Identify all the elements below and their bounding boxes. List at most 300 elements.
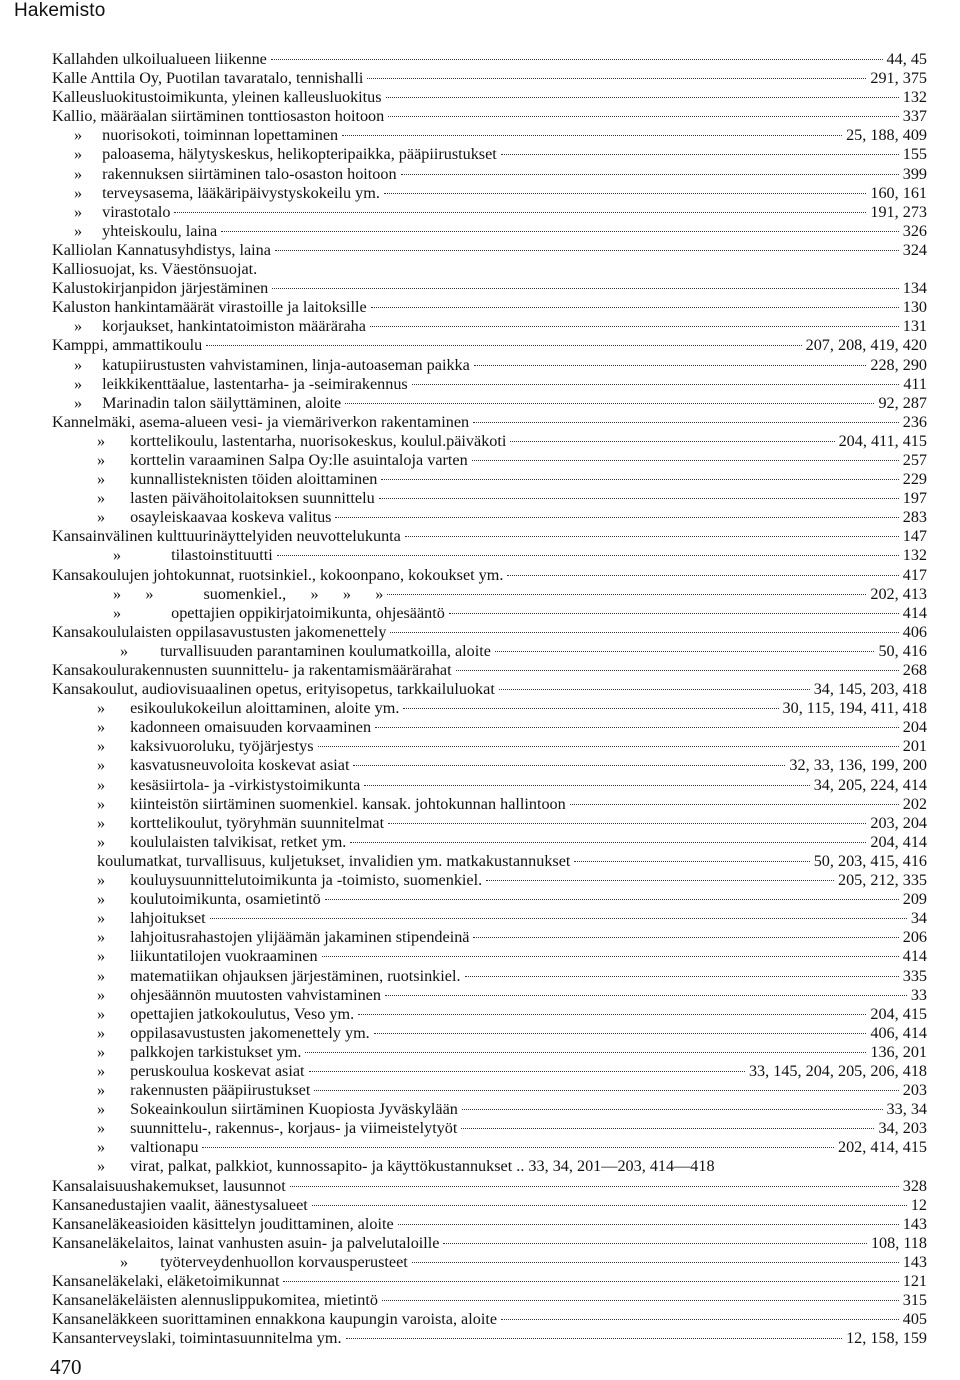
ditto-mark: »: [97, 1119, 106, 1138]
index-entry: [52, 260, 927, 279]
page-references: 34, 205, 224, 414: [813, 775, 927, 794]
dot-leader: [312, 1205, 907, 1206]
index-entry: [52, 356, 927, 375]
index-entry: [52, 585, 927, 604]
page-references: 228, 290: [870, 355, 927, 374]
entry-text: koulumatkat, turvallisuus, kuljetukset, invalidien ym. matkakustannukset: [97, 851, 571, 870]
index-entry: [52, 165, 927, 184]
index-entry: [52, 1234, 927, 1253]
entry-text: koulutoimikunta, osamietintö: [130, 890, 321, 909]
entry-text: ohjesäännön muutosten vahvistaminen: [130, 985, 381, 1004]
entry-text: opettajien jatkokoulutus, Veso ym.: [130, 1004, 355, 1023]
dot-leader: [275, 250, 899, 251]
index-entry: [52, 1119, 927, 1138]
dot-leader: [206, 345, 801, 346]
index-entry: [52, 336, 927, 355]
ditto-mark: »: [97, 450, 106, 469]
ditto-mark: »: [97, 947, 106, 966]
dot-leader: [370, 326, 899, 327]
page-references: 268: [902, 661, 927, 679]
index-entry: [52, 470, 927, 489]
page-references: 328: [902, 1176, 927, 1195]
page-references: 44, 45: [886, 50, 927, 68]
page-references: 204, 411, 415: [838, 431, 927, 450]
entry-text: Kansalaisuushakemukset, lausunnot: [52, 1176, 286, 1195]
index-entry: [52, 1138, 927, 1157]
index-entry: [52, 967, 927, 986]
ditto-mark: »: [74, 221, 83, 240]
entry-text: paloasema, hälytyskeskus, helikopteripaikka, pääpiirustukset: [102, 145, 497, 164]
page-references: 236: [902, 412, 927, 431]
page-references: 30, 115, 194, 411, 418: [782, 699, 927, 718]
ditto-mark: »: [97, 431, 106, 450]
page-references: 202, 413: [870, 584, 927, 603]
page-references: 201: [902, 737, 927, 756]
dot-leader: [443, 1243, 866, 1244]
dot-leader: [322, 956, 899, 957]
ditto-mark: »: [97, 508, 106, 527]
entry-text: virat, palkat, palkkiot, kunnossapito- ja käyttökustannukset .. 33, 34, 201—203, 414—418: [130, 1157, 715, 1176]
ditto-mark: »: [97, 832, 106, 851]
index-entry: [52, 375, 927, 394]
ditto-mark: »: [74, 393, 83, 412]
entry-text: Kansanedustajien vaalit, äänestysalueet: [52, 1195, 308, 1214]
page-references: 33, 145, 204, 205, 206, 418: [748, 1061, 927, 1080]
index-entry: [52, 126, 927, 145]
page-references: 191, 273: [870, 202, 927, 221]
ditto-mark: »: [120, 1252, 129, 1271]
page-references: 12: [910, 1195, 927, 1214]
dot-leader: [472, 460, 899, 461]
page-references: 132: [902, 88, 927, 107]
entry-text: Kallahden ulkoilualueen liikenne: [52, 50, 267, 68]
entry-text: työterveydenhuollon korvausperusteet: [160, 1252, 408, 1271]
entry-text: Kaluston hankintamäärät virastoille ja laitoksille: [52, 298, 367, 317]
ditto-mark: »: [97, 1157, 106, 1176]
entry-text: koululaisten talvikisat, retket ym.: [130, 832, 347, 851]
dot-leader: [456, 670, 899, 671]
index-entry: [52, 890, 927, 909]
page-references: 411: [903, 374, 927, 393]
index-entry: [52, 1005, 927, 1024]
dot-leader: [382, 1300, 899, 1301]
entry-text: palkkojen tarkistukset ym.: [130, 1042, 302, 1061]
page-references: 337: [902, 107, 927, 126]
dot-leader: [412, 384, 900, 385]
dot-leader: [271, 59, 883, 60]
ditto-mark: »: [97, 966, 106, 985]
page-references: 131: [902, 317, 927, 336]
dot-leader: [335, 517, 898, 518]
index-entry: [52, 795, 927, 814]
running-head: Hakemisto: [14, 0, 106, 21]
page-references: 147: [902, 527, 927, 546]
index-entry: [52, 203, 927, 222]
index-entry: [52, 432, 927, 451]
entry-text: Kalliolan Kannatusyhdistys, laina: [52, 240, 271, 259]
index-entry: [52, 928, 927, 947]
ditto-mark: »: [113, 603, 122, 622]
dot-leader: [202, 1147, 834, 1148]
entry-text: kiinteistön siirtäminen suomenkiel. kansak. johtokunnan hallintoon: [130, 794, 566, 813]
page-references: 130: [902, 298, 927, 317]
entry-text: Kalleusluokitustoimikunta, yleinen kalleusluokitus: [52, 88, 382, 107]
page-references: 335: [902, 966, 927, 985]
page-references: 417: [902, 565, 927, 584]
index-entry: [52, 604, 927, 623]
page-references: 33: [910, 985, 927, 1004]
entry-text: korttelikoulut, työryhmän suunnitelmat: [130, 813, 385, 832]
index-entry: [52, 871, 927, 890]
entry-text: rakennusten pääpiirustukset: [130, 1081, 311, 1100]
ditto-mark: »: [97, 890, 106, 909]
dot-leader: [174, 212, 866, 213]
entry-text: korjaukset, hankintatoimiston määräraha: [102, 317, 366, 336]
entry-text: Kansaneläkeasioiden käsittelyn joudittaminen, aloite: [52, 1214, 394, 1233]
dot-leader: [386, 97, 899, 98]
page-references: 207, 208, 419, 420: [805, 336, 927, 355]
entry-text: opettajien oppikirjatoimikunta, ohjesääntö: [171, 603, 445, 622]
dot-leader: [474, 365, 867, 366]
entry-text: Kansakoulujen johtokunnat, ruotsinkiel., kokoonpano, kokoukset ym.: [52, 565, 504, 584]
page-references: 203, 204: [870, 813, 927, 832]
page-references: 206: [902, 928, 927, 947]
dot-leader: [403, 708, 778, 709]
dot-leader: [381, 479, 898, 480]
page-references: 134: [902, 279, 927, 298]
dot-leader: [346, 1338, 843, 1339]
ditto-mark: »: [74, 183, 83, 202]
entry-text: Kansaneläkeläisten alennuslippukomitea, mietintö: [52, 1291, 378, 1310]
ditto-mark: »: [74, 355, 83, 374]
dot-leader: [499, 689, 810, 690]
entry-text: terveysasema, lääkäripäivystyskokeilu ym.: [102, 183, 380, 202]
index-entry: [52, 909, 927, 928]
index-entry: [52, 546, 927, 565]
page-references: 34, 145, 203, 418: [813, 680, 927, 699]
dot-leader: [486, 880, 834, 881]
dot-leader: [358, 1014, 866, 1015]
ditto-mark: »: [113, 546, 122, 565]
dot-leader: [390, 632, 898, 633]
entry-text: Kansakoululaisten oppilasavustusten jakomenettely: [52, 622, 387, 641]
dot-leader: [314, 1090, 898, 1091]
entry-text: lasten päivähoitolaitoksen suunnittelu: [130, 489, 375, 508]
ditto-mark: »: [97, 985, 106, 1004]
index-list: [52, 50, 927, 1348]
entry-text: Kalliosuojat, ks. Väestönsuojat.: [52, 260, 258, 279]
dot-leader: [501, 1319, 899, 1320]
ditto-mark: »: [97, 1023, 106, 1042]
page-references: 155: [902, 145, 927, 164]
index-entry: [52, 1329, 927, 1348]
index-entry: [52, 222, 927, 241]
page-references: 197: [902, 489, 927, 508]
index-entry: [52, 145, 927, 164]
page-references: 414: [902, 603, 927, 622]
entry-text: kunnallisteknisten töiden aloittaminen: [130, 470, 378, 489]
entry-text: Marinadin talon säilyttäminen, aloite: [102, 393, 342, 412]
ditto-mark: »: [97, 775, 106, 794]
dot-leader: [374, 1033, 867, 1034]
index-entry: [52, 394, 927, 413]
ditto-mark: »: [97, 1081, 106, 1100]
page-references: 324: [902, 240, 927, 259]
page-references: 204, 414: [870, 832, 927, 851]
ditto-mark: »: [97, 909, 106, 928]
dot-leader: [507, 575, 898, 576]
entry-text: peruskoulua koskevat asiat: [130, 1061, 305, 1080]
ditto-mark: » »: [113, 584, 154, 603]
page-references: 205, 212, 335: [837, 871, 927, 890]
index-entry: [52, 451, 927, 470]
dot-leader: [375, 727, 899, 728]
dot-leader: [388, 823, 866, 824]
page-references: 202: [902, 794, 927, 813]
entry-text: esikoulukokeilun aloittaminen, aloite ym.: [130, 699, 400, 718]
index-entry: [52, 1081, 927, 1100]
page-references: 92, 287: [878, 393, 927, 412]
index-entry: [52, 852, 927, 871]
entry-text: kesäsiirtola- ja -virkistystoimikunta: [130, 775, 361, 794]
dot-leader: [574, 861, 809, 862]
ditto-mark: »: [97, 1004, 106, 1023]
index-entry: [52, 718, 927, 737]
entry-text: katupiirustusten vahvistaminen, linja-autoaseman paikka: [102, 355, 470, 374]
ditto-mark: »: [97, 737, 106, 756]
dot-leader: [350, 842, 866, 843]
dot-leader: [277, 555, 899, 556]
index-entry: [52, 699, 927, 718]
dot-leader: [364, 785, 809, 786]
page-references: 414: [902, 947, 927, 966]
dot-leader: [412, 1262, 899, 1263]
index-entry: [52, 1177, 927, 1196]
index-entry: [52, 1043, 927, 1062]
ditto-mark: »: [74, 164, 83, 183]
index-entry: [52, 107, 927, 126]
ditto-mark: »: [74, 317, 83, 336]
page-references: 406: [902, 622, 927, 641]
page-references: 25, 188, 409: [846, 126, 927, 145]
index-entry: [52, 1024, 927, 1043]
entry-text: yhteiskoulu, laina: [102, 221, 218, 240]
page-references: 132: [902, 546, 927, 565]
entry-text: Kamppi, ammattikoulu: [52, 336, 203, 355]
dot-leader: [371, 307, 899, 308]
page-references: 202, 414, 415: [837, 1138, 927, 1157]
dot-leader: [449, 613, 899, 614]
entry-text: Kansaneläkelaitos, lainat vanhusten asuin- ja palvelutaloille: [52, 1233, 440, 1252]
ditto-mark: »: [97, 813, 106, 832]
dot-leader: [405, 536, 899, 537]
page-references: 12, 158, 159: [846, 1329, 927, 1348]
page-references: 203: [902, 1081, 927, 1100]
dot-leader: [473, 937, 898, 938]
index-entry: [52, 69, 927, 88]
index-entry: [52, 737, 927, 756]
entry-text: kaksivuoroluku, työjärjestys: [130, 737, 314, 756]
index-entry: [52, 1310, 927, 1329]
dot-leader: [398, 1224, 899, 1225]
index-entry: [52, 623, 927, 642]
page-references: 326: [902, 221, 927, 240]
dot-leader: [353, 765, 785, 766]
dot-leader: [283, 1281, 898, 1282]
page-references: 257: [902, 450, 927, 469]
page-number: 470: [50, 1355, 82, 1379]
entry-text: Kansaneläkkeen suorittaminen ennakkona kaupungin varoista, aloite: [52, 1310, 498, 1329]
ditto-mark: »: [120, 641, 129, 660]
ditto-mark: »: [74, 126, 83, 145]
index-entry: [52, 413, 927, 432]
dot-leader: [342, 135, 842, 136]
entry-text: virastotalo: [102, 202, 171, 221]
ditto-mark: »: [97, 1100, 106, 1119]
index-entry: [52, 317, 927, 336]
page-references: 405: [902, 1310, 927, 1329]
entry-text: Sokeainkoulun siirtäminen Kuopiosta Jyväskylään: [130, 1100, 458, 1119]
page-references: 121: [902, 1272, 927, 1290]
entry-text: suunnittelu-, rakennus-, korjaus- ja viimeistelytyöt: [130, 1119, 458, 1138]
index-entry: [52, 947, 927, 966]
index-entry: [52, 1100, 927, 1119]
index-entry: [52, 508, 927, 527]
entry-text: Kansaneläkelaki, eläketoimikunnat: [52, 1272, 280, 1290]
entry-text: Kansainvälinen kulttuurinäyttelyiden neuvottelukunta: [52, 527, 401, 546]
index-entry: [52, 1272, 927, 1291]
index-entry: [52, 1062, 927, 1081]
page-references: 291, 375: [870, 69, 927, 88]
page-references: 136, 201: [870, 1042, 927, 1061]
page-references: 204: [902, 718, 927, 737]
page-references: 209: [902, 890, 927, 909]
ditto-mark: »: [97, 470, 106, 489]
index-entry: [52, 776, 927, 795]
entry-text: kasvatusneuvoloita koskevat asiat: [130, 756, 350, 775]
ditto-mark: »: [97, 1042, 106, 1061]
dot-leader: [318, 746, 899, 747]
ditto-mark: »: [97, 928, 106, 947]
page-references: 143: [902, 1214, 927, 1233]
index-entry: [52, 298, 927, 317]
index-entry: [52, 88, 927, 107]
dot-leader: [367, 78, 866, 79]
page-references: 143: [902, 1252, 927, 1271]
ditto-mark: »: [74, 202, 83, 221]
page-references: 229: [902, 470, 927, 489]
page-references: 33, 34: [886, 1100, 927, 1119]
entry-text: Kalle Anttila Oy, Puotilan tavaratalo, tennishalli: [52, 69, 364, 88]
entry-text: rakennuksen siirtäminen talo-osaston hoitoon: [102, 164, 397, 183]
ditto-mark: »: [97, 489, 106, 508]
index-entry: [52, 986, 927, 1005]
page-references: 34, 203: [878, 1119, 927, 1138]
dot-leader: [495, 651, 874, 652]
entry-text: osayleiskaavaa koskeva valitus: [130, 508, 332, 527]
ditto-mark: »: [74, 374, 83, 393]
entry-text: tilastoinstituutti: [171, 546, 273, 565]
index-entry: [52, 1215, 927, 1234]
index-entry: [52, 1253, 927, 1272]
dot-leader: [325, 899, 899, 900]
index-entry: [52, 241, 927, 260]
ditto-mark: »: [97, 718, 106, 737]
index-entry: [52, 50, 927, 69]
dot-leader: [309, 1071, 745, 1072]
ditto-mark: »: [97, 756, 106, 775]
dot-leader: [401, 174, 899, 175]
dot-leader: [210, 918, 907, 919]
entry-text: Kalustokirjanpidon järjestäminen: [52, 279, 269, 298]
page-references: 160, 161: [870, 183, 927, 202]
index-entry: [52, 833, 927, 852]
entry-text: lahjoitusrahastojen ylijäämän jakaminen stipendeinä: [130, 928, 470, 947]
dot-leader: [221, 231, 899, 232]
index-entry: [52, 1196, 927, 1215]
entry-text: kadonneen omaisuuden korvaaminen: [130, 718, 372, 737]
ditto-mark: »: [97, 871, 106, 890]
index-entry: [52, 642, 927, 661]
page-references: 315: [902, 1291, 927, 1310]
dot-leader: [501, 154, 899, 155]
entry-text: leikkikenttäalue, lastentarha- ja -seimirakennus: [102, 374, 408, 393]
dot-leader: [510, 441, 834, 442]
page-references: 50, 416: [878, 641, 927, 660]
index-entry: [52, 814, 927, 833]
dot-leader: [570, 804, 899, 805]
entry-text: kouluysuunnittelutoimikunta ja -toimisto, suomenkiel.: [130, 871, 483, 890]
dot-leader: [461, 1128, 874, 1129]
entry-text: korttelin varaaminen Salpa Oy:lle asuintaloja varten: [130, 450, 468, 469]
entry-text: turvallisuuden parantaminen koulumatkoilla, aloite: [160, 641, 491, 660]
ditto-mark: »: [97, 1061, 106, 1080]
dot-leader: [345, 403, 874, 404]
index-entry: [52, 1291, 927, 1310]
dot-leader: [379, 498, 899, 499]
entry-text: Kansanterveyslaki, toimintasuunnitelma ym.: [52, 1329, 342, 1348]
dot-leader: [272, 288, 898, 289]
index-entry: [52, 566, 927, 585]
page-references: 108, 118: [870, 1233, 927, 1252]
entry-text: nuorisokoti, toiminnan lopettaminen: [102, 126, 339, 145]
dot-leader: [384, 193, 866, 194]
page-references: 204, 415: [870, 1004, 927, 1023]
entry-text: korttelikoulu, lastentarha, nuorisokeskus, koulul.päiväkoti: [130, 431, 507, 450]
dot-leader: [387, 594, 866, 595]
ditto-mark: »: [97, 699, 106, 718]
ditto-mark: »: [74, 145, 83, 164]
page-references: 50, 203, 415, 416: [813, 851, 927, 870]
dot-leader: [465, 976, 899, 977]
index-entry: [52, 1157, 927, 1176]
page-references: 34: [910, 909, 927, 928]
entry-text: liikuntatilojen vuokraaminen: [130, 947, 318, 966]
entry-text: Kallio, määräalan siirtäminen tonttiosaston hoitoon: [52, 107, 385, 126]
index-entry: [52, 527, 927, 546]
index-entry: [52, 184, 927, 203]
entry-text: oppilasavustusten jakomenettely ym.: [130, 1023, 370, 1042]
index-entry: [52, 680, 927, 699]
entry-text: valtionapu: [130, 1138, 199, 1157]
dot-leader: [305, 1052, 866, 1053]
page-references: 32, 33, 136, 199, 200: [789, 756, 927, 775]
dot-leader: [290, 1186, 899, 1187]
ditto-mark: »: [97, 1138, 106, 1157]
page-references: 406, 414: [870, 1023, 927, 1042]
dot-leader: [388, 116, 898, 117]
entry-text: Kannelmäki, asema-alueen vesi- ja viemäriverkon rakentaminen: [52, 412, 470, 431]
